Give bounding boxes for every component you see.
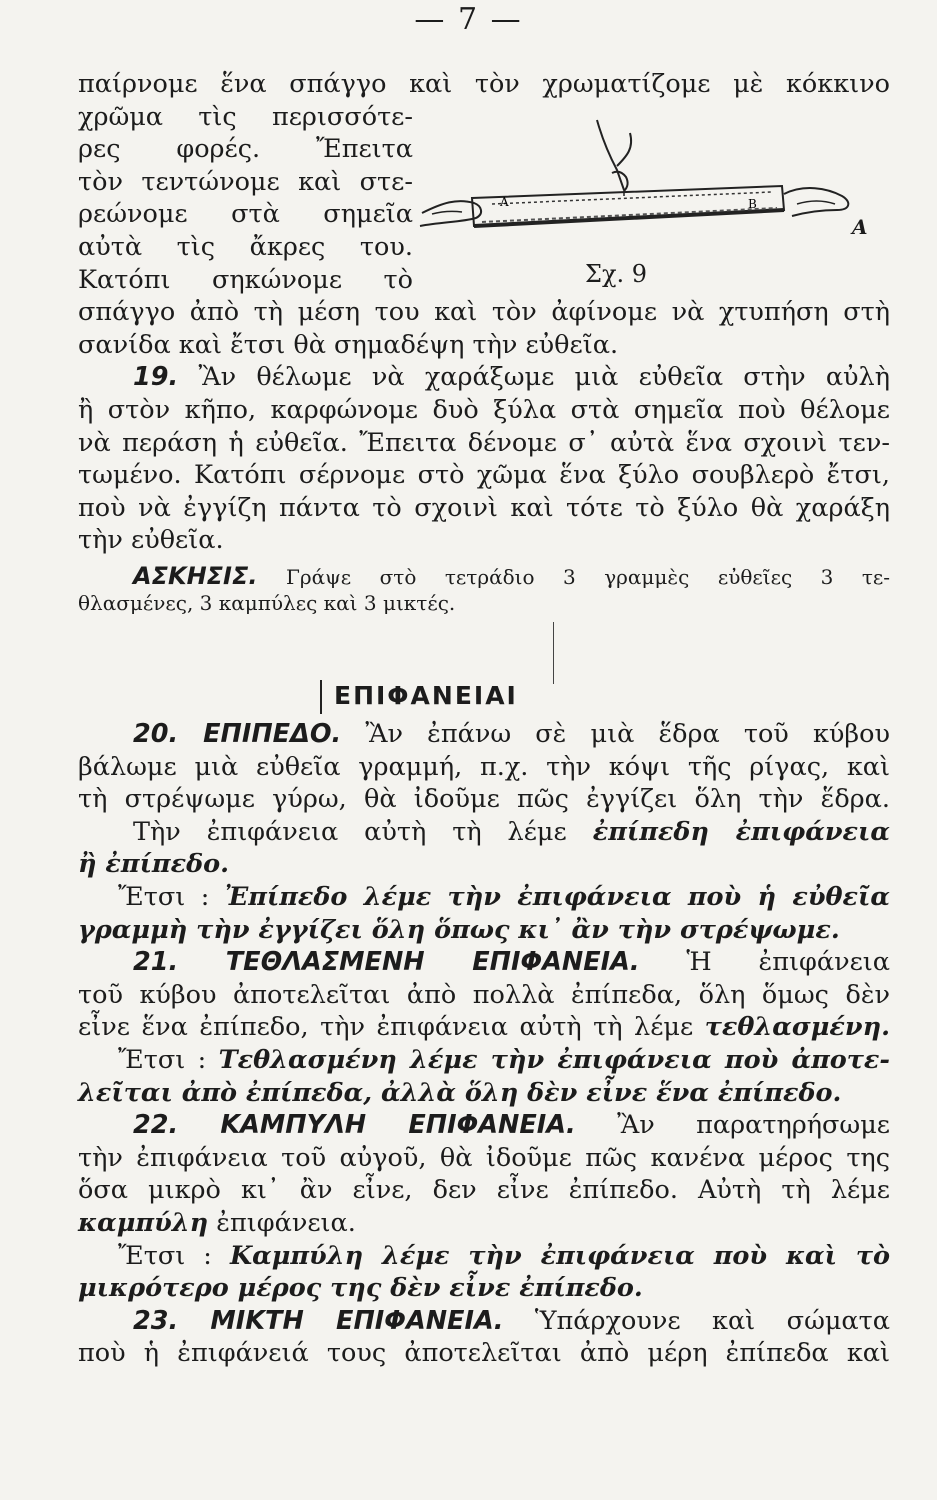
text-line: τὴ στρέψωμε γύρω, θὰ ἰδοῦμε πῶς ἐγγίζει ὅλη τὴν ἕδρα.: [78, 784, 890, 815]
text-span: Τὴν ἐπιφάνεια αὐτὴ τὴ λέμε: [133, 816, 567, 847]
text-span: Ἔτσι :: [118, 881, 210, 912]
page-number: — 7 —: [414, 2, 523, 37]
text-line: τὴν ἐπιφάνεια τοῦ αὐγοῦ, θὰ ἰδοῦμε πῶς κανένα μέρος της: [78, 1142, 890, 1173]
text-span: Ἡ ἐπιφάνεια: [686, 947, 891, 978]
text-line: τωμένο. Κατόπι σέρνομε στὸ χῶμα ἕνα ξύλο σουβλερὸ ἔτσι,: [78, 460, 890, 491]
paragraph-surfaces: [78, 718, 890, 1370]
text-line: νὰ περάση ἡ εὐθεῖα. Ἔπειτα δένομε σ᾽ αὐτὰ ἕνα σχοινὶ τεν-: [78, 427, 890, 458]
figure-label-a: A: [852, 215, 868, 239]
text-span: ἐπιφάνεια.: [216, 1207, 356, 1238]
text-line: [78, 1207, 890, 1240]
exercise-label: ΑΣΚΗΣΙΣ.: [133, 561, 258, 590]
text-span: Ἂν ἐπάνω σὲ μιὰ ἕδρα τοῦ κύβου: [365, 719, 890, 749]
section-title: 21. ΤΕΘΛΑΣΜΕΝΗ ΕΠΙΦΑΝΕΙΑ.: [133, 947, 640, 978]
text-line: Κατόπι σηκώνομε τὸ: [78, 264, 413, 295]
text-line: ἢ στὸν κῆπο, καρφώνομε δυὸ ξύλα στὰ σημεῖα ποὺ θέλομε: [78, 394, 890, 425]
text-line: [78, 816, 890, 849]
text-line: [78, 1044, 890, 1077]
exercise-line: θλασμένες, 3 καμπύλες καὶ 3 μικτές.: [78, 590, 456, 615]
section-number: 19.: [133, 362, 179, 393]
text-line: ρεώνομε στὰ σημεῖα: [78, 199, 413, 230]
paragraph-string-method: [78, 68, 890, 616]
section-title: 23. ΜΙΚΤΗ ΕΠΙΦΑΝΕΙΑ.: [133, 1305, 504, 1336]
text-line: παίρνομε ἕνα σπάγγο καὶ τὸν χρωματίζομε μὲ κόκκινο: [78, 69, 890, 99]
text-line: βάλωμε μιὰ εὐθεῖα γραμμή, π.χ. τὴν κόψι τῆς ρίγας, καὶ: [78, 751, 890, 782]
text-span: Ἔτσι :: [118, 1044, 207, 1075]
text-line: [78, 718, 890, 751]
text-line: τὸν τεντώνομε καὶ στε-: [78, 166, 413, 197]
text-line: ποὺ ἡ ἐπιφάνειά τους ἀποτελεῖται ἀπὸ μέρη ἐπίπεδα καὶ: [78, 1338, 890, 1369]
heading-text: ΕΠΙΦΑΝΕΙΑΙ: [334, 681, 518, 710]
text-span: Γράψε στὸ τετράδιο 3 γραμμὲς εὐθεῖες 3 τε-: [285, 564, 891, 589]
exercise-line: [78, 563, 890, 590]
definition-text: Τεθλασμένη λέμε τὴν ἐπιφάνεια ποὺ ἀποτε-: [218, 1044, 890, 1075]
pointer-line: [553, 622, 554, 684]
text-line: [78, 361, 890, 394]
text-line: μικρότερο μέρος της δὲν εἶνε ἐπίπεδο.: [78, 1273, 643, 1304]
text-line: [78, 1011, 890, 1044]
text-line: σανίδα καὶ ἔτσι θὰ σημαδέψη τὴν εὐθεῖα.: [78, 329, 619, 360]
text-line: γραμμὴ τὴν ἐγγίζει ὅλη ὅπως κι᾽ ἂν τὴν στρέψωμε.: [78, 914, 840, 945]
text-line: ὅσα μικρὸ κι᾽ ἂν εἶνε, δεν εἶνε ἐπίπεδο. Αὐτὴ τὴ λέμε: [78, 1175, 890, 1206]
text-line: λεῖται ἀπὸ ἐπίπεδα, ἀλλὰ ὅλη δὲν εἶνε ἕνα ἐπίπεδο.: [78, 1077, 842, 1108]
text-span: Ὑπάρχουνε καὶ σώματα: [534, 1305, 890, 1336]
definition-text: Ἐπίπεδο λέμε τὴν ἐπιφάνεια ποὺ ἡ εὐθεῖα: [224, 881, 890, 912]
text-line: [78, 1305, 890, 1338]
section-heading: [320, 680, 518, 714]
svg-text:B: B: [748, 197, 757, 211]
text-span: εἶνε ἕνα ἐπίπεδο, τὴν ἐπιφάνεια αὐτὴ τὴ λέμε: [78, 1012, 694, 1043]
section-title: 20. ΕΠΙΠΕΔΟ.: [133, 719, 342, 749]
text-line: τὴν εὐθεῖα.: [78, 525, 224, 556]
text-line: σπάγγο ἀπὸ τὴ μέση του καὶ τὸν ἀφίνομε νὰ χτυπήση στὴ: [78, 297, 890, 328]
text-line: [78, 1240, 890, 1273]
heading-bar: [320, 680, 322, 714]
emphasis-term: ἐπίπεδη ἐπιφάνεια: [592, 816, 890, 847]
text-line: τοῦ κύβου ἀποτελεῖται ἀπὸ πολλὰ ἐπίπεδα, ὅλη ὅμως δὲν: [78, 979, 890, 1010]
section-title: 22. ΚΑΜΠΥΛΗ ΕΠΙΦΑΝΕΙΑ.: [133, 1110, 576, 1141]
text-line: [78, 881, 890, 914]
text-span: Ἂν θέλωμε νὰ χαράξωμε μιὰ εὐθεῖα στὴν αὐλὴ: [198, 362, 890, 393]
text-line: [78, 946, 890, 979]
svg-text:A: A: [500, 195, 509, 209]
text-line: [78, 1109, 890, 1142]
text-span: Ἂν παρατηρήσωμε: [617, 1110, 890, 1141]
emphasis-term: τεθλασμένη.: [704, 1012, 890, 1043]
figure-caption: Σχ. 9: [585, 260, 648, 288]
text-line: χρῶμα τὶς περισσότε-: [78, 101, 413, 132]
text-span: Ἔτσι :: [118, 1240, 212, 1271]
text-line: ρες φορές. Ἔπειτα: [78, 134, 413, 165]
emphasis-term: καμπύλη: [78, 1207, 209, 1238]
text-line: ποὺ νὰ ἐγγίζη πάντα τὸ σχοινὶ καὶ τότε τὸ ξύλο θὰ χαράξη: [78, 492, 890, 523]
definition-text: Καμπύλη λέμε τὴν ἐπιφάνεια ποὺ καὶ τὸ: [229, 1240, 891, 1271]
text-line: ἢ ἐπίπεδο.: [78, 849, 229, 880]
text-line: αὐτὰ τὶς ἄκρες του.: [78, 231, 413, 262]
